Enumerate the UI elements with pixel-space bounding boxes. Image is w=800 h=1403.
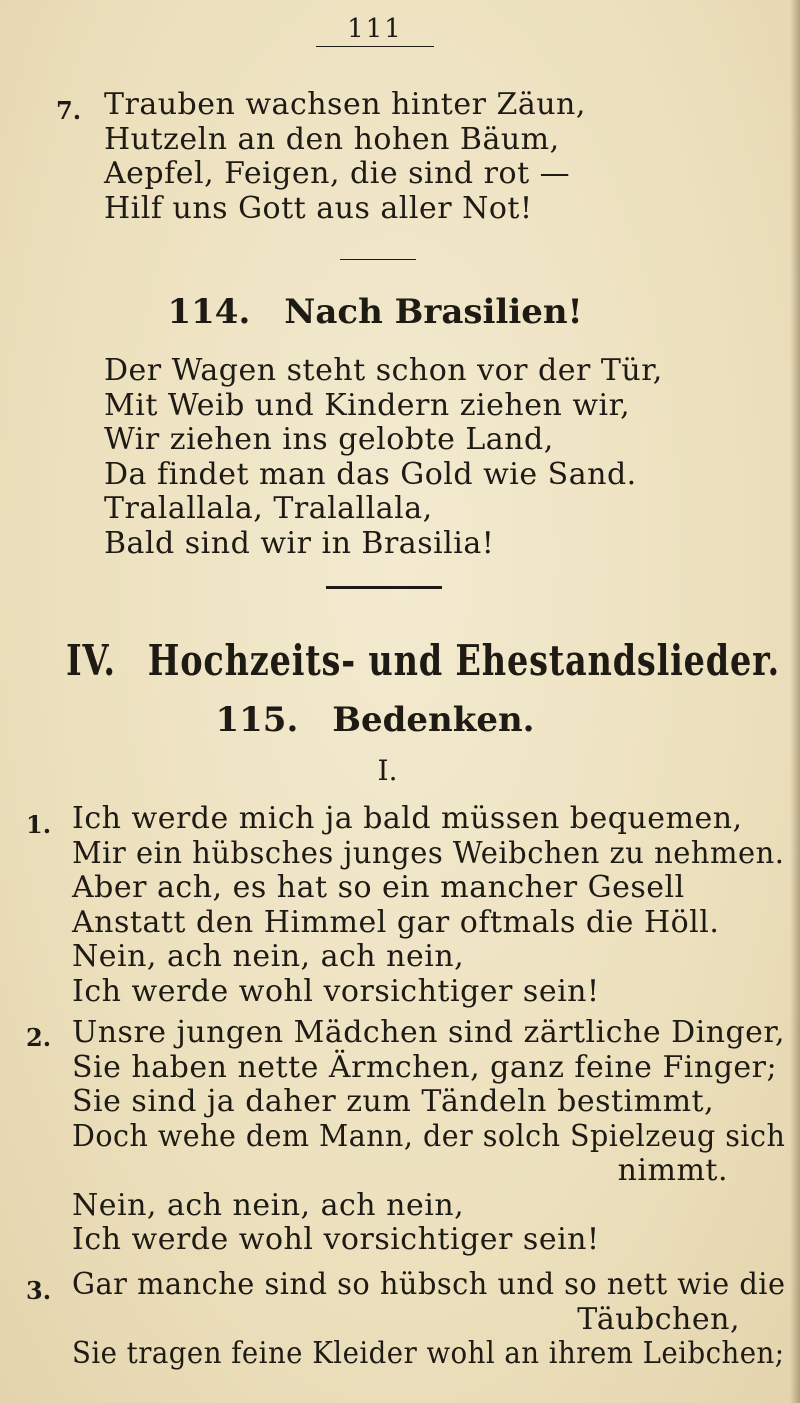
verse-line: Aber ach, es hat so ein mancher Gesell <box>72 870 685 905</box>
verse-line: Da findet man das Gold wie Sand. <box>104 456 637 492</box>
section-heading <box>66 636 780 685</box>
verse-line: Unsre jungen Mädchen sind zärtliche Dinger, <box>72 1015 785 1050</box>
verse-line: Anstatt den Himmel gar oftmals die Höll. <box>72 904 720 940</box>
verse-3 <box>72 1267 786 1372</box>
section-divider <box>326 586 442 589</box>
verse-7 <box>104 88 586 226</box>
verse-line: Aepfel, Feigen, die sind rot — <box>104 156 571 191</box>
verse-line: Doch wehe dem Mann, der solch Spielzeug sich <box>72 1118 786 1154</box>
verse-1 <box>72 802 800 1009</box>
section-title: Hochzeits- und Ehestandslieder. <box>147 636 780 685</box>
song-114-heading <box>0 292 750 332</box>
verse-line: Ich werde wohl vorsichtiger sein! <box>72 973 600 1009</box>
verse-number: 1. <box>26 810 52 839</box>
song-number: 115. <box>215 700 299 740</box>
verse-line-continuation: Täubchen, <box>577 1301 740 1337</box>
verse-number: 3. <box>26 1276 52 1305</box>
verse-line: Nein, ach nein, ach nein, <box>72 1187 465 1223</box>
verse-line: Sie sind ja daher zum Tändeln bestimmt, <box>72 1084 715 1119</box>
verse-line: Wir ziehen ins gelobte Land, <box>104 422 554 457</box>
song-115-heading <box>0 700 750 740</box>
verse-line: Mir ein hübsches junges Weibchen zu nehmen. <box>72 835 785 871</box>
verse-number: 7. <box>56 96 82 125</box>
verse-line: Trauben wachsen hinter Zäun, <box>104 87 586 122</box>
header-rule <box>316 46 434 47</box>
verse-line: Bald sind wir in Brasilia! <box>104 525 495 561</box>
song-divider <box>340 259 416 260</box>
verse-number: 2. <box>26 1023 52 1052</box>
verse-line: Ich werde wohl vorsichtiger sein! <box>72 1222 600 1257</box>
verse-line-continuation: nimmt. <box>617 1153 728 1188</box>
verse-line: Mit Weib und Kindern ziehen wir, <box>104 387 631 423</box>
verse-line: Sie tragen feine Kleider wohl an ihrem Leibchen; <box>72 1336 785 1371</box>
verse-line: Sie haben nette Ärmchen, ganz feine Finger; <box>72 1049 778 1085</box>
verse-line: Ich werde mich ja bald müssen bequemen, <box>72 801 743 836</box>
song-title: Nach Brasilien! <box>284 292 583 332</box>
page-edge-shadow <box>790 0 800 1403</box>
section-numeral: IV. <box>66 636 116 685</box>
song-title: Bedenken. <box>332 700 535 740</box>
verse-line: Tralallala, Tralallala, <box>104 491 433 526</box>
verse-line: Nein, ach nein, ach nein, <box>72 939 465 974</box>
page-number: 111 <box>347 14 403 44</box>
verse-line: Gar manche sind so hübsch und so nett wie die <box>72 1267 786 1302</box>
verse-line: Hutzeln an den hohen Bäum, <box>104 121 560 157</box>
part-numeral: I. <box>377 754 398 787</box>
verse-2 <box>72 1015 786 1258</box>
verse-line: Hilf uns Gott aus aller Not! <box>104 190 533 226</box>
song-114-text <box>104 354 663 561</box>
song-number: 114. <box>167 292 251 332</box>
verse-line: Der Wagen steht schon vor der Tür, <box>104 353 663 388</box>
